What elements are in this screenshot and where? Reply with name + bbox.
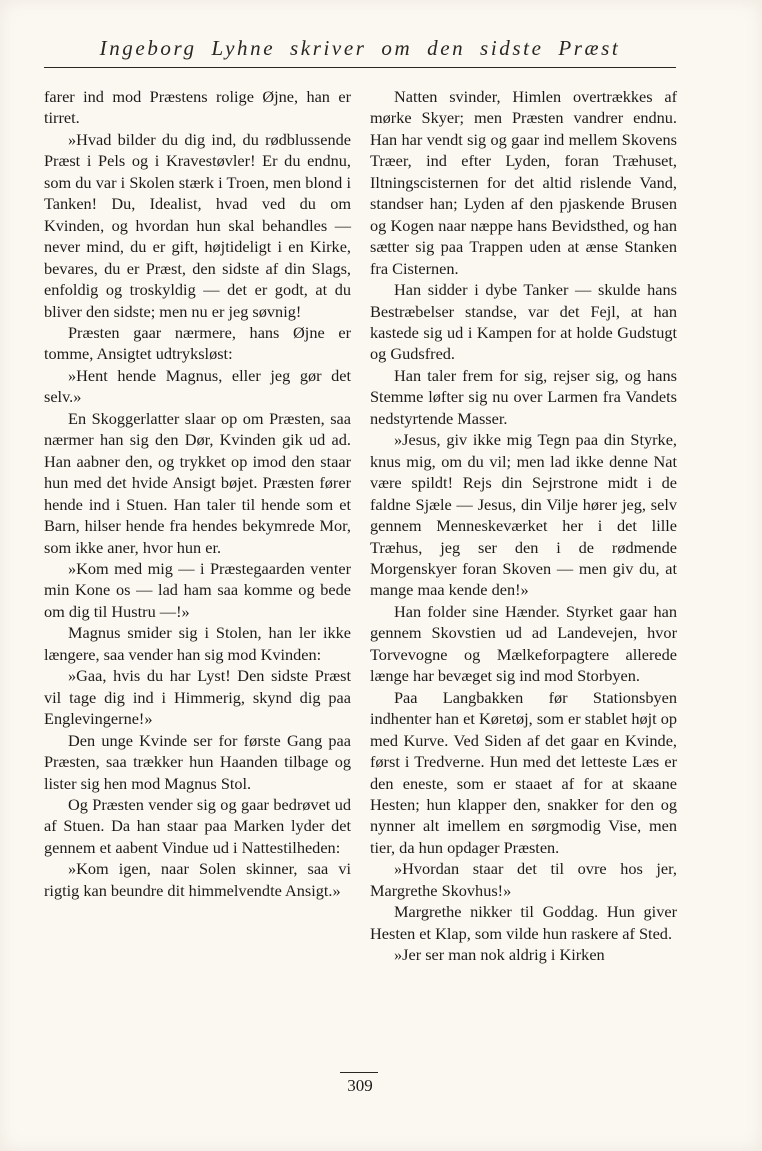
left-column (44, 86, 351, 901)
right-column (370, 86, 677, 966)
paragraph: »Hvordan staar det til ovre hos jer, Margrethe Skovhus!» (370, 859, 677, 900)
header-rule (44, 67, 676, 68)
paragraph: »Gaa, hvis du har Lyst! Den sidste Præst vil tage dig ind i Himmerig, skynd dig paa Englevingerne!» (44, 666, 351, 729)
running-head: Ingeborg Lyhne skriver om den sidste Præst (99, 36, 621, 60)
paragraph: »Kom med mig — i Præstegaarden venter min Kone os — lad ham saa komme og bede om dig til Hustru —!» (44, 558, 351, 621)
paragraph: »Hent hende Magnus, eller jeg gør det selv.» (44, 365, 351, 407)
page-number: 309 (347, 1076, 373, 1095)
paragraph: Han taler frem for sig, rejser sig, og hans Stemme løfter sig nu over Larmen fra Vandets nedstyrtende Masser. (370, 365, 677, 428)
paragraph: »Hvad bilder du dig ind, du rødblussende Præst i Pels og i Kravestøvler! Er du endnu, som du var i Skolen stærk i Troen, men blond i Tanken! Du, Idealist, hvad ved du om Kvinden, og hvordan hun skal behandles — never mind, du er gift, højtideligt i en Kirke, bevares, du er Præst, den sidste af din Slags, enfoldig og troskyldig — det er godt, at du bliver den sidste; men nu er jeg søvnig! (44, 129, 351, 321)
paragraph: Den unge Kvinde ser for første Gang paa Præsten, saa trækker hun Haanden tilbage og lister sig hen mod Magnus Stol. (44, 730, 351, 793)
paragraph: »Jesus, giv ikke mig Tegn paa din Styrke, knus mig, om du vil; men lad ikke denne Nat være spildt! Rejs din Sejrstrone midt i de faldne Sjæle — Jesus, din Vilje hører jeg, selv gennem Menneskeværket her i det lille Træhus, jeg ser den i de rødmende Morgenskyer foran Skoven — men giv du, at mange maa kende den!» (370, 430, 677, 600)
paragraph: Margrethe nikker til Goddag. Hun giver Hesten et Klap, som vilde hun raskere af Sted. (370, 902, 677, 943)
paragraph: Natten svinder, Himlen overtrækkes af mørke Skyer; men Præsten vandrer endnu. Han har vendt sig og gaar ind mellem Skovens Træer, ind efter Lyden, foran Træhuset, Iltningscisternen for det altid rislende Vand, standser han; Lyden af den pjaskende Brusen og Kogen naar næppe hans Bevidsthed, og han sætter sig paa Trappen uden at ænse Stanken fra Cisternen. (370, 87, 677, 278)
paragraph: Magnus smider sig i Stolen, han ler ikke længere, saa vender han sig mod Kvinden: (44, 623, 351, 664)
paragraph: »Kom igen, naar Solen skinner, saa vi rigtig kan beundre dit himmelvendte Ansigt.» (44, 859, 351, 900)
paragraph: Og Præsten vender sig og gaar bedrøvet ud af Stuen. Da han staar paa Marken lyder det gennem et aabent Vindue ud i Nattestilheden: (44, 794, 351, 857)
paragraph: Paa Langbakken før Stationsbyen indhenter han et Køretøj, som er stablet højt op med Kurve. Ved Siden af det gaar en Kvinde, først i Tredverne. Hun med det letteste Læs er den eneste, som er staaet af for at skaane Hesten; hun klapper den, snakker for den og nynner alt imellem en sørgmodig Vise, men tier, da hun opdager Præsten. (370, 687, 678, 857)
paragraph: Han folder sine Hænder. Styrket gaar han gennem Skovstien ud ad Landevejen, hvor Torvevogne og Mælkeforpagtere allerede længe har bevæget sig ind mod Storbyen. (370, 601, 677, 686)
paragraph: Han sidder i dybe Tanker — skulde hans Bestræbelser standse, var det Fejl, at han kastede sig ud i Kampen for at holde Gudstugt og Gudsfred. (370, 280, 677, 364)
paragraph: »Jer ser man nok aldrig i Kirken (394, 945, 605, 965)
paragraph: farer ind mod Præstens rolige Øjne, han er tirret. (44, 87, 351, 128)
paragraph: Præsten gaar nærmere, hans Øjne er tomme, Ansigtet udtryksløst: (44, 322, 351, 364)
paragraph: En Skoggerlatter slaar op om Præsten, saa nærmer han sig den Dør, Kvinden gik ud ad. Han aabner den, og trykket op imod den staar hun med det hvide Ansigt bøjet. Præsten fører hende ind i Stuen. Han taler til hende som et Barn, hilser hende fra hendes bekymrede Mor, som ikke aner, hvor hun er. (44, 408, 351, 557)
footer-rule (340, 1072, 378, 1073)
